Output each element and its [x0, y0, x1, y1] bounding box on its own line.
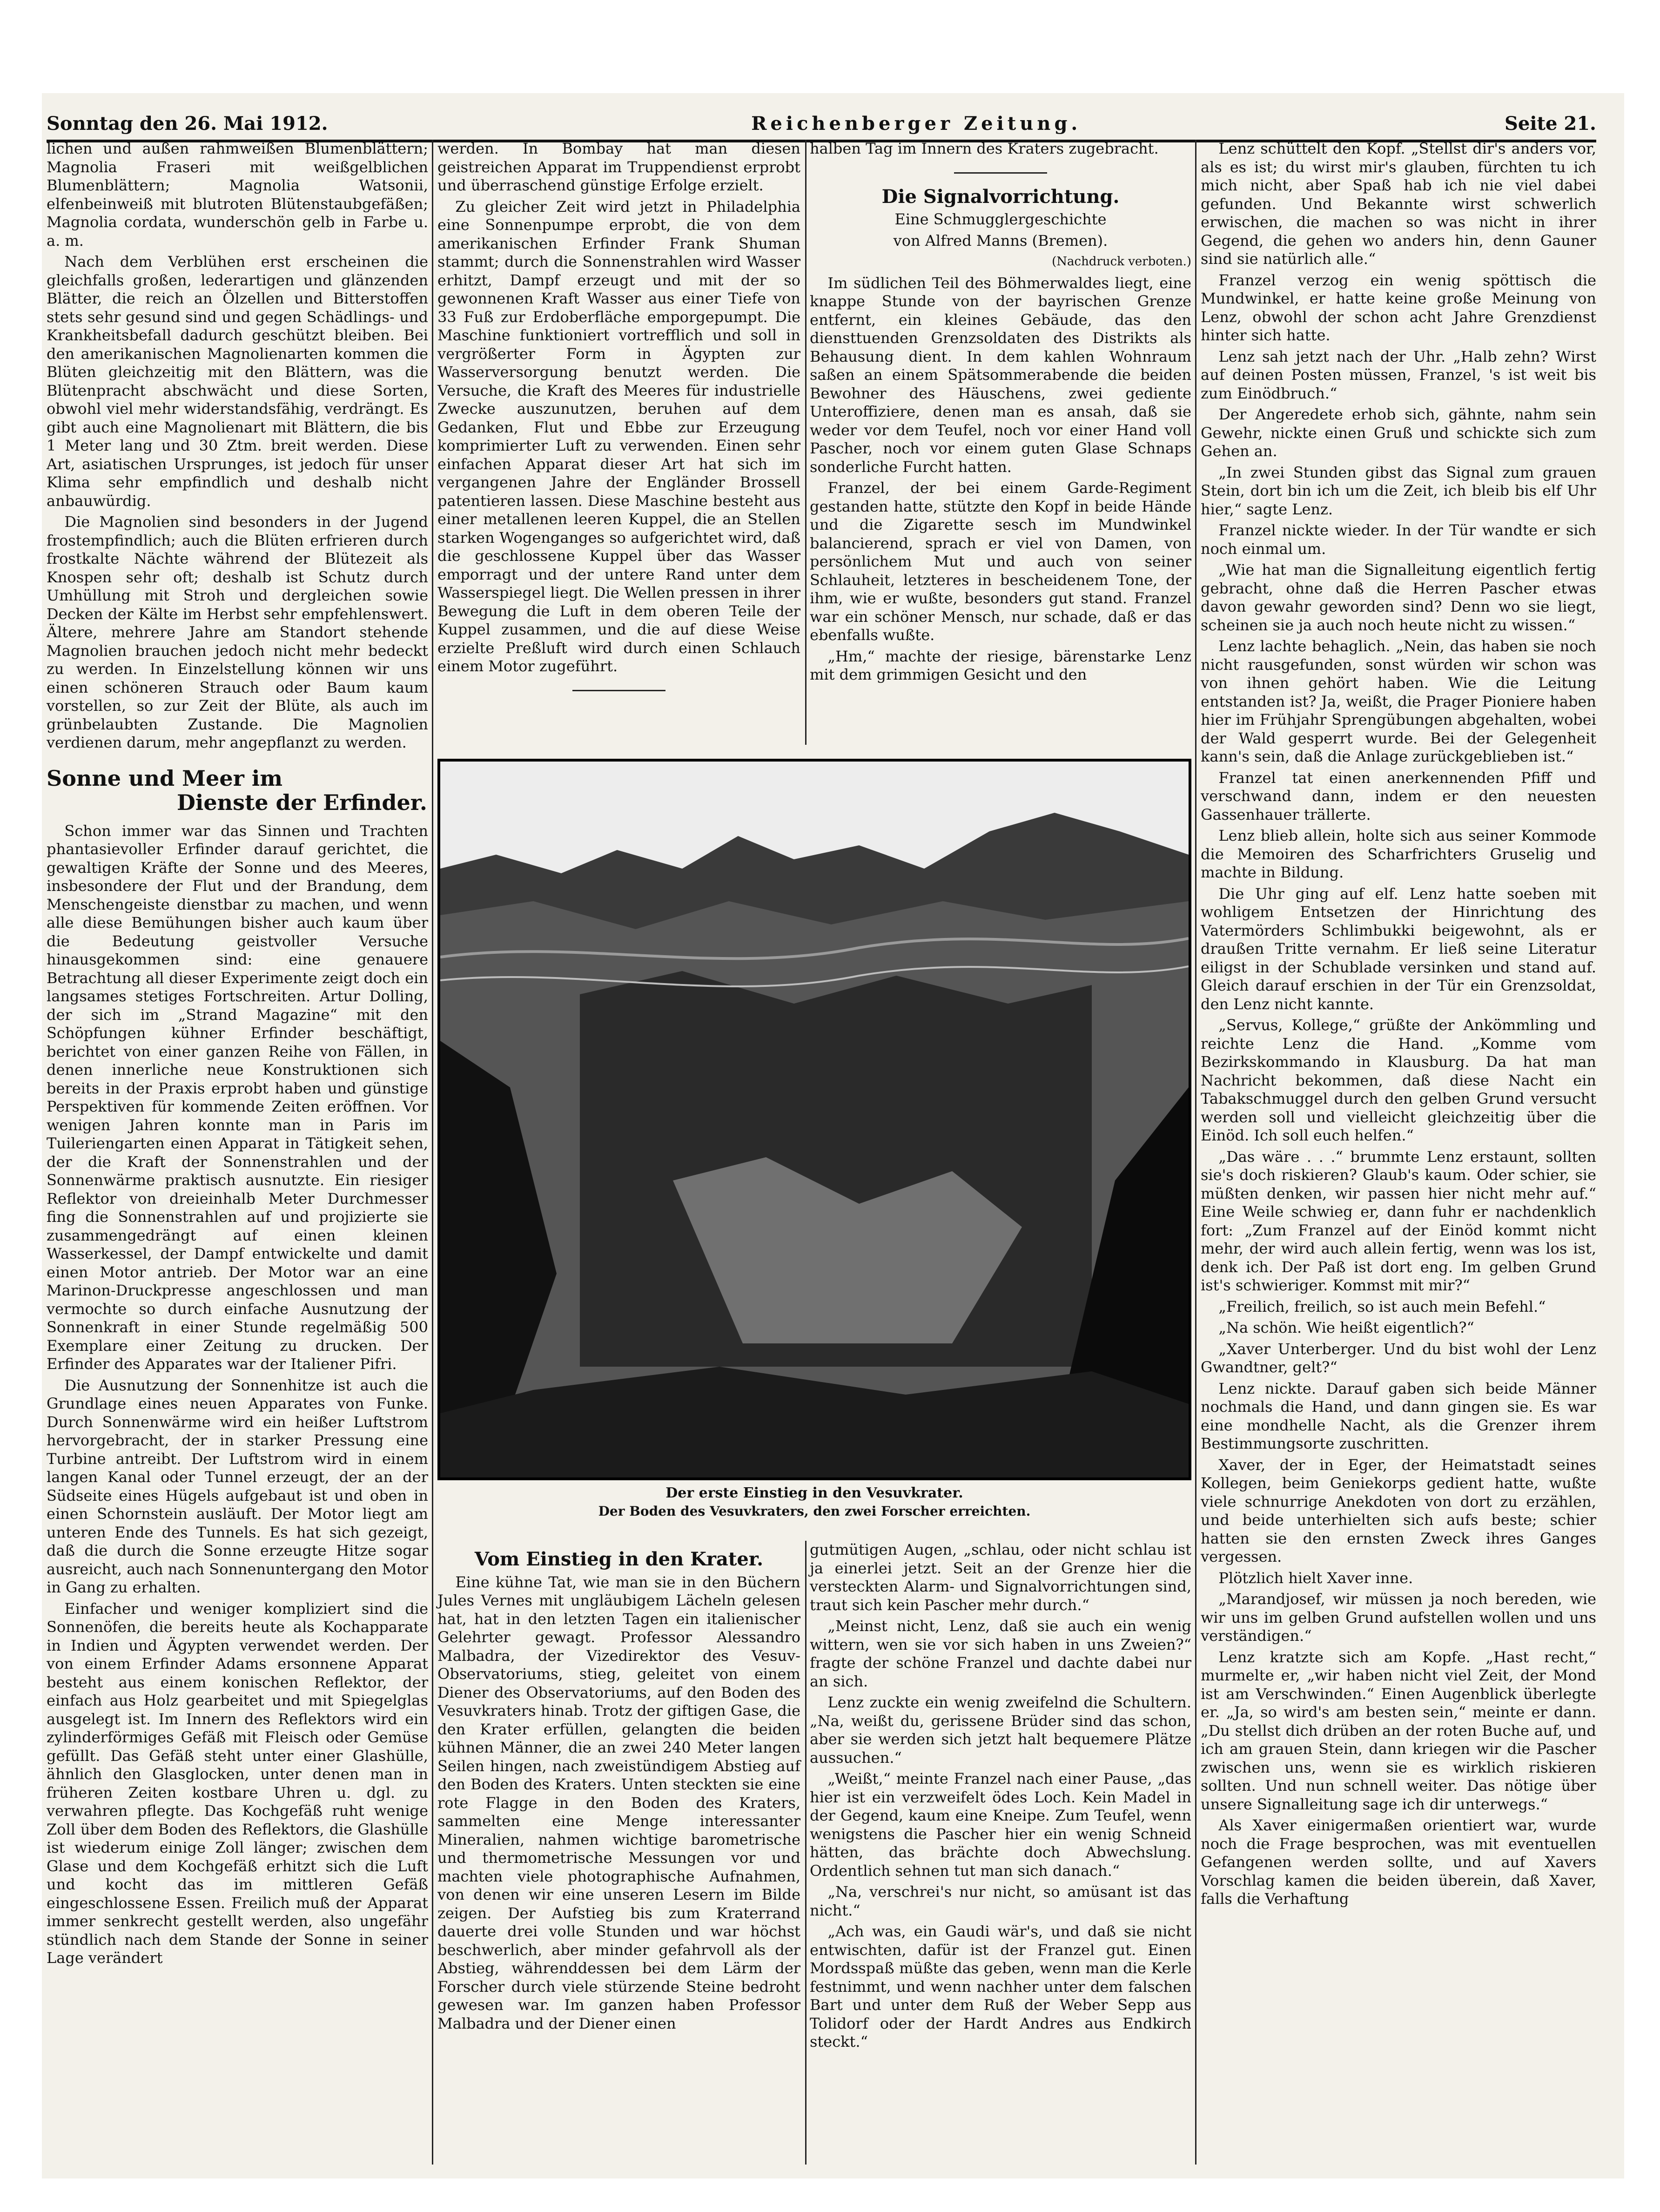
article-paragraph: Die Ausnutzung der Sonnenhitze ist auch die Grundlage eines neuen Apparates von Funke. Durch Sonnenwärme wird ein heißer Luftstrom hervorgebracht, der in starker Pressung eine Turbine antreibt. Der Luftstrom wird in einem langen Kanal oder Tunnel erzeugt, der an der Südseite eines Hügels aufgebaut ist und oben in einen Schornstein ausläuft. Der Motor liegt am unteren Ende des Tunnels. Es hat sich gezeigt, daß die durch die Sonne erzeugte Hitze sogar ausreicht, auch nach Sonnenuntergang den Motor in Gang zu erhalten. [47, 1376, 428, 1596]
story-paragraph: Lenz nickte. Darauf gaben sich beide Männer nochmals die Hand, und dann gingen sie. Es war eine mondhelle Nacht, als die Grenzer ihrem Bestimmungsorte zuschritten. [1201, 1379, 1596, 1452]
column-2-lower [437, 1541, 800, 2165]
column-2 [437, 140, 800, 722]
story-paragraph: Lenz sah jetzt nach der Uhr. „Halb zehn? Wirst auf deinen Posten müssen, Franzel, 's ist weit bis zum Einödbruch.“ [1201, 347, 1596, 402]
story-paragraph: Lenz kratzte sich am Kopfe. „Hast recht,“ murmelte er, „wir haben nicht viel Zeit, der Mond ist am Verschwinden.“ Einen Augenblick überlegte er. „Ja, so wird's am besten sein,“ meinte er dann. „Du stellst dich drüben an der roten Buche auf, und ich am grauen Stein, dann kriegen wir die Pascher zwischen uns, wenn sie es wirklich riskieren sollten. Und nun schnell weiter. Das nötige über unsere Signalleitung sage ich dir unterwegs.“ [1201, 1648, 1596, 1813]
article-title-line: Sonne und Meer im [47, 765, 282, 791]
story-paragraph: „Meinst nicht, Lenz, daß sie auch ein wenig wittern, wen sie vor sich haben in uns Zweien?“ fragte der schöne Franzel und dachte dabei nur an sich. [810, 1617, 1191, 1690]
page-number: Seite 21. [1505, 112, 1596, 135]
article-title: Vom Einstieg in den Krater. [474, 1548, 764, 1570]
newspaper-name: Reichenberger Zeitung. [751, 112, 1082, 135]
story-paragraph: „Wie hat man die Signalleitung eigentlich fertig gebracht, ohne daß die Herren Pascher etwas davon gewahr geworden sind? Denn wo sie liegt, scheinen sie ja auch noch heute nicht zu wissen.“ [1201, 561, 1596, 634]
section-divider [954, 172, 1047, 174]
story-paragraph: „Servus, Kollege,“ grüßte der Ankömmling und reichte Lenz die Hand. „Komme vom Bezirkskommando in Klausburg. Da hat man Nachricht bekommen, daß diese Nacht ein Tabakschmuggel durch den gelben Grund versucht werden soll und vielleicht gleichzeitig über die Einöd. Ich soll euch helfen.“ [1201, 1016, 1596, 1144]
story-paragraph: „Xaver Unterberger. Und du bist wohl der Lenz Gwandtner, gelt?“ [1201, 1340, 1596, 1376]
story-paragraph: Im südlichen Teil des Böhmerwaldes liegt, eine knappe Stunde von der bayrischen Grenze entfernt, ein kleines Gebäude, das den diensttuenden Grenzsoldaten des Distrikts als Behausung dient. In dem kahlen Wohnraum saßen an einem Spätsommerabende die beiden Bewohner des Häuschens, zwei gediente Unteroffiziere, denen man es ansah, daß sie weder vor dem Teufel, noch vor einer Hand voll Pascher, noch vor einem guten Glase Schnaps sonderliche Furcht hatten. [810, 274, 1191, 476]
story-paragraph: Die Uhr ging auf elf. Lenz hatte soeben mit wohligem Entsetzen der Hinrichtung des Vatermörders Schlimbukki beigewohnt, als er draußen Tritte vernahm. Er ließ seine Literatur eiligst in der Schublade versinken und stand auf. Gleich darauf erschien in der Tür ein Grenzsoldat, den Lenz nicht kannte. [1201, 884, 1596, 1013]
story-paragraph: „Das wäre . . .“ brummte Lenz erstaunt, sollten sie's doch riskieren? Glaub's kaum. Oder schier, sie müßten denken, wir passen hier nicht mehr auf.“ Eine Weile schwieg er, dann fuhr er nachdenklich fort: „Zum Franzel auf der Einöd kommt nicht mehr, der wird auch allein fertig, wenn was los ist, denk ich. Der Paß ist dort eng. Im gelben Grund ist's schwieriger. Kommst mit mir?“ [1201, 1147, 1596, 1294]
story-paragraph: Lenz zuckte ein wenig zweifelnd die Schultern. „Na, weißt du, gerissene Brüder sind das schon, aber sie werden sich jetzt halt bequemere Plätze aussuchen.“ [810, 1693, 1191, 1767]
column-rule [805, 140, 806, 745]
column-3 [810, 140, 1191, 745]
article-title [47, 766, 428, 815]
story-paragraph: Franzel, der bei einem Garde-Regiment gestanden hatte, stützte den Kopf in beide Hände und die Zigarette sesch im Mundwinkel balancierend, sprach er viel von Damen, von persönlichem Mut und auch von seiner Schlauheit, letzteres in bescheidenem Tone, der ihm, wie er wußte, besonders gut stand. Franzel war ein schöner Mensch, nur schade, daß er das ebenfalls wußte. [810, 479, 1191, 644]
article-paragraph: halben Tag im Innern des Kraters zugebracht. [810, 140, 1159, 157]
reprint-note: (Nachdruck verboten.) [1052, 255, 1191, 269]
column-1 [47, 140, 428, 2165]
story-paragraph: „Na, verschrei's nur nicht, so amüsant ist das nicht.“ [810, 1883, 1191, 1919]
column-3-lower [810, 1541, 1191, 2165]
figure-caption-text: Der Boden des Vesuvkraters, den zwei Forscher erreichten. [598, 1504, 1031, 1519]
story-paragraph: Der Angeredete erhob sich, gähnte, nahm sein Gewehr, nickte einen Gruß und schickte sich zum Gehen an. [1201, 405, 1596, 460]
story-paragraph: „In zwei Stunden gibst das Signal zum grauen Stein, dort bin ich um die Zeit, ich bleib bis elf Uhr hier,“ sagte Lenz. [1201, 463, 1596, 518]
story-author: von Alfred Manns (Bremen). [893, 231, 1108, 250]
story-paragraph: Lenz blieb allein, holte sich aus seiner Kommode die Memoiren des Scharfrichters Gruselig und machte in Bildung. [1201, 827, 1596, 881]
column-rule [805, 1541, 806, 2165]
story-paragraph: Xaver, der in Eger, der Heimatstadt seines Kollegen, beim Geniekorps gedient hatte, wußte viele schnurrige Anekdoten von dort zu erzählen, und beide unterhielten sich aufs beste; schier hatten sie den ernsten Zweck ihres Ganges vergessen. [1201, 1456, 1596, 1565]
story-subtitle: Eine Schmugglergeschichte [894, 210, 1107, 228]
story-paragraph: „Hm,“ machte der riesige, bärenstarke Lenz mit dem grimmigen Gesicht und den [810, 647, 1191, 683]
article-title-line: Dienste der Erfinder. [177, 789, 427, 815]
crater-illustration [440, 762, 1189, 1477]
column-rule [1195, 140, 1196, 2165]
issue-date: Sonntag den 26. Mai 1912. [47, 112, 328, 135]
story-paragraph: Lenz lachte behaglich. „Nein, das haben sie noch nicht rausgefunden, sonst würden wir schon was von ihnen gehört haben. Wie die Leitung entstanden ist? Ja, weißt, die Prager Pioniere haben hier im Frühjahr Sprengübungen abgehalten, wobei der Wald gesperrt wurde. Bei der Gelegenheit kann's sein, daß die Anlage zurückgeblieben ist.“ [1201, 637, 1596, 765]
story-paragraph: „Weißt,“ meinte Franzel nach einer Pause, „das hier ist ein verzweifelt ödes Loch. Kein Madel in der Gegend, kaum eine Kneipe. Zum Teufel, wenn wenigstens die Pascher hier ein wenig Schneid hätten, das brächte doch Abwechslung. Ordentlich sehnen tut man sich danach.“ [810, 1770, 1191, 1880]
article-paragraph: lichen und außen rahmweißen Blumenblättern; Magnolia Fraseri mit weißgelblichen Blumenblättern; Magnolia Watsonii, elfenbeinweiß mit blutroten Blütenstaubgefäßen; Magnolia cordata, wunderschön gelb in Farbe u. a. m. [47, 140, 428, 250]
story-paragraph: gutmütigen Augen, „schlau, oder nicht schlau ist ja einerlei jetzt. Seit an der Grenze hier die versteckten Alarm- und Signalvorrichtungen sind, traut sich kein Pascher mehr durch.“ [810, 1541, 1191, 1614]
section-divider [572, 690, 665, 691]
story-paragraph: Lenz schüttelt den Kopf. „Stellst dir's anders vor, als es ist; du wirst mir's glauben, fürchten tu ich mich nicht, aber Spaß hab ich nie viel dabei gefunden. Und Bekannte wirst schwerlich erwischen, die machen so was nicht in ihrer Gegend, die gehen wo anders hin, denn Gauner sind sie natürlich alle.“ [1201, 140, 1596, 268]
article-paragraph: Eine kühne Tat, wie man sie in den Büchern Jules Vernes mit ungläubigem Lächeln gelesen hat, hat in den letzten Tagen ein italienischer Gelehrter gewagt. Professor Alessandro Malbadra, der Vizedirektor des Vesuv-Observatoriums, stieg, geleitet von einem Diener des Observatoriums, auf den Boden des Vesuvkraters hinab. Trotz der giftigen Gase, die den Krater erfüllen, gelangten die beiden kühnen Männer, die an zwei 240 Meter langen Seilen hingen, nach zweistündigem Abstieg auf den Boden des Kraters. Unten steckten sie eine rote Flagge in den Boden des Kraters, sammelten eine Menge interessanter Mineralien, nahmen wichtige barometrische und thermometrische Messungen vor und machten viele photographische Aufnahmen, von denen wir eine unseren Lesern im Bilde zeigen. Der Aufstieg bis zum Kraterrand dauerte drei volle Stunden und war höchst beschwerlich, aber minder gefahrvoll als der Abstieg, währenddessen bei dem Lärm der Forscher durch viele stürzende Steine bedroht gewesen war. Im ganzen haben Professor Malbadra und der Diener einen [437, 1573, 800, 2032]
story-paragraph: „Ach was, ein Gaudi wär's, und daß sie nicht entwischten, dafür ist der Franzel gut. Einen Mordsspaß müßte das geben, wenn man die Kerle festnimmt, und wenn nachher unter dem falschen Bart und unter dem Ruß der Weber Sepp aus Tolidorf oder der Hardt Andres aus Endkirch steckt.“ [810, 1922, 1191, 2050]
crater-photo-figure [437, 759, 1191, 1522]
article-paragraph: Nach dem Verblühen erst erscheinen die gleichfalls großen, lederartigen und glänzenden Blätter, die reich an Ölzellen und Bitterstoffen stets sehr gesund sind und gegen Schädlings- und Krankheitsbefall dadurch geschützt bleiben. Bei den amerikanischen Magnolienarten kommen die Blüten gleichzeitig mit den Blättern, was die Blütenpracht abschwächt und diese Sorten, obwohl viel mehr widerstandsfähig, verdrängt. Es gibt auch eine Magnolienart mit Blättern, die bis 1 Meter lang und 30 Ztm. breit werden. Diese Art, asiatischen Ursprunges, ist jedoch für unser Klima sehr empfindlich und deshalb nicht anbauwürdig. [47, 253, 428, 510]
article-paragraph: Die Magnolien sind besonders in der Jugend frostempfindlich; auch die Blüten erfrieren durch frostkalte Nächte während der Blütezeit als Knospen sehr oft; deshalb ist Schutz durch Umhüllung mit Stroh und dergleichen sowie Decken der Kälte im Herbst sehr empfehlenswert. Ältere, mehrere Jahre am Standort stehende Magnolien brauchen jedoch nicht mehr bedeckt zu werden. In Einzelstellung können wir uns einen schöneren Strauch oder Baum kaum vorstellen, so zur Zeit der Blüte, als auch im grünbelaubten Zustande. Die Magnolien verdienen darum, mehr angepflanzt zu werden. [47, 513, 428, 751]
article-paragraph: Schon immer war das Sinnen und Trachten phantasievoller Erfinder darauf gerichtet, die gewaltigen Kräfte der Sonne und des Meeres, insbesondere der Flut und der Brandung, dem Menschengeiste dienstbar zu machen, und wenn alle diese Bemühungen bisher auch kaum über die Bedeutung geistvoller Versuche hinausgekommen sind: eine genauere Betrachtung all dieser Experimente zeigt doch ein langsames stetiges Fortschreiten. Artur Dolling, der sich im „Strand Magazine“ mit den Schöpfungen kühner Erfinder beschäftigt, berichtet von einer ganzen Reihe von Fällen, in denen innerliche neue Konstruktionen sich bereits in der Praxis erprobt haben und günstige Perspektiven für kommende Zeiten eröffnen. Vor wenigen Jahren konnte man in Paris im Tuileriengarten einen Apparat in Tätigkeit sehen, der die Kraft der Sonnenstrahlen und der Sonnenwärme praktisch ausnutzte. Ein riesiger Reflektor von dreieinhalb Meter Durchmesser fing die Sonnenstrahlen auf und projizierte sie zusammengedrängt auf einen kleinen Wasserkessel, der Dampf entwickelte und damit einen Motor antrieb. Der Motor war an eine Marinon-Druckpresse angeschlossen und man vermochte so durch einfache Ausnutzung der Sonnenkraft in einer Stunde regelmäßig 500 Exemplare einer Zeitung zu drucken. Der Erfinder des Apparates war der Italiener Pifri. [47, 822, 428, 1373]
story-paragraph: „Marandjosef, wir müssen ja noch bereden, wie wir uns im gelben Grund aufstellen wollen und uns verständigen.“ [1201, 1590, 1596, 1645]
story-paragraph: Franzel verzog ein wenig spöttisch die Mundwinkel, er hatte keine große Meinung von Lenz, obwohl der schon acht Jahre Grenzdienst hinter sich hatte. [1201, 271, 1596, 344]
story-paragraph: „Na schön. Wie heißt eigentlich?“ [1218, 1319, 1474, 1336]
figure-caption-title: Der erste Einstieg in den Vesuvkrater. [665, 1485, 963, 1501]
column-rule [432, 140, 433, 2165]
story-title: Die Signalvorrichtung. [881, 185, 1120, 208]
story-paragraph: Franzel nickte wieder. In der Tür wandte er sich noch einmal um. [1201, 521, 1596, 558]
article-paragraph: Zu gleicher Zeit wird jetzt in Philadelphia eine Sonnenpumpe erprobt, die von dem amerikanischen Erfinder Frank Shuman stammt; durch die Sonnenstrahlen wird Wasser erhitzt, Dampf erzeugt und mit der so gewonnenen Kraft Wasser aus einer Tiefe von 33 Fuß zur Erdoberfläche emporgepumpt. Die Maschine funktioniert vortrefflich und soll in vergrößerter Form in Ägypten zur Wasserversorgung benutzt werden. Die Versuche, die Kraft des Meeres für industrielle Zwecke auszunutzen, beruhen auf dem Gedanken, Flut und Ebbe zur Erzeugung komprimierter Luft zu verwenden. Einen sehr einfachen Apparat dieser Art hat sich im vergangenen Jahre der Engländer Brossell patentieren lassen. Diese Maschine besteht aus einer metallenen leeren Kuppel, die an Stellen starken Wogenganges so aufgerichtet wird, daß die geschlossene Kuppel über das Wasser emporragt und der untere Rand unter dem Wasserspiegel liegt. Die Wellen pressen in ihrer Bewegung die Luft in dem oberen Teile der Kuppel zusammen, und die auf diese Weise erzielte Preßluft wird durch einen Schlauch einem Motor zugeführt. [437, 197, 800, 675]
crater-photo [437, 759, 1191, 1480]
story-paragraph: Als Xaver einigermaßen orientiert war, wurde noch die Frage besprochen, was mit eventuellen Gefangenen werden sollte, und auf Xavers Vorschlag kamen die beiden überein, daß Xaver, falls die Verhaftung [1201, 1816, 1596, 1908]
article-paragraph: werden. In Bombay hat man diesen geistreichen Apparat im Truppendienst erprobt und überraschend günstige Erfolge erzielt. [437, 140, 800, 194]
story-paragraph: Franzel tat einen anerkennenden Pfiff und verschwand dann, indem er den neuesten Gassenhauer trällerte. [1201, 769, 1596, 823]
column-4 [1201, 140, 1596, 2165]
story-paragraph: „Freilich, freilich, so ist auch mein Befehl.“ [1218, 1297, 1546, 1315]
article-paragraph: Einfacher und weniger kompliziert sind die Sonnenöfen, die bereits heute als Kochapparate in Indien und Ägypten verwendet werden. Der von einem Erfinder Adams ersonnene Apparat besteht aus einem konischen Reflektor, der einfach aus Holz gearbeitet und mit Spiegelglas ausgelegt ist. Im Innern des Reflektors wird ein zylinderförmiges Gefäß mit Fleisch oder Gemüse gefüllt. Das Gefäß steht unter einer Glashülle, ähnlich den Glasglocken, unter denen man in früheren Zeiten kostbare Uhren u. dgl. zu verwahren pflegte. Das Kochgefäß ruht wenige Zoll über dem Boden des Reflektors, die Glashülle ist wiederum einige Zoll länger; zwischen dem Glase und dem Kochgefäß erhitzt sich die Luft und kocht das im mittleren Gefäß eingeschlossene Essen. Freilich muß der Apparat immer senkrecht gestellt werden, also ungefähr stündlich nach dem Stande der Sonne in seiner Lage verändert [47, 1599, 428, 1967]
story-paragraph: Plötzlich hielt Xaver inne. [1218, 1569, 1413, 1587]
page-header [47, 107, 1596, 142]
